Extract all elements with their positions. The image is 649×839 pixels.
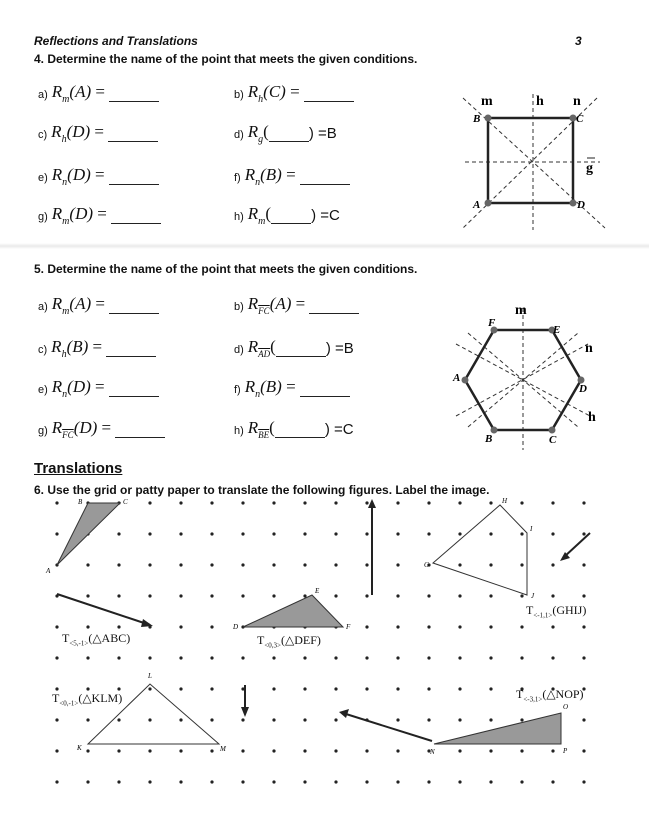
grid-dot: [148, 749, 151, 752]
grid-dot: [365, 594, 368, 597]
translation-grid: [0, 495, 649, 839]
label-B: B: [78, 498, 83, 506]
answer-blank[interactable]: [309, 298, 359, 314]
arrow-nop: [346, 714, 432, 741]
grid-dot: [489, 594, 492, 597]
grid-dot: [241, 656, 244, 659]
grid-dot: [582, 501, 585, 504]
grid-dot: [148, 687, 151, 690]
point-A: [485, 200, 492, 207]
arrow-ghij: [564, 533, 590, 557]
label-n: n: [573, 94, 581, 109]
label-h: h: [588, 410, 596, 425]
grid-dot: [396, 656, 399, 659]
label-G: G: [424, 561, 430, 569]
grid-dot: [272, 532, 275, 535]
grid-dot: [520, 563, 523, 566]
grid-dot: [241, 780, 244, 783]
q4f-problem: f) $R_n(B)$ =: [234, 165, 350, 185]
grid-dot: [241, 749, 244, 752]
triangle-ABC: [57, 503, 120, 565]
arrowhead-def: [368, 499, 376, 508]
grid-dot: [365, 749, 368, 752]
grid-dot: [55, 501, 58, 504]
q5b-problem: b) $R_{\overline{FC}}(A)$ =: [234, 294, 359, 314]
grid-dot: [179, 687, 182, 690]
q4-prompt: 4. Determine the name of the point that meets the given conditions.: [34, 52, 418, 66]
grid-dot: [303, 656, 306, 659]
grid-dot: [551, 532, 554, 535]
label-A: A: [453, 372, 461, 384]
grid-dot: [396, 594, 399, 597]
input-blank[interactable]: [271, 208, 311, 224]
grid-dot: [582, 563, 585, 566]
grid-dot: [148, 656, 151, 659]
grid-dot: [396, 625, 399, 628]
grid-dot: [458, 718, 461, 721]
q5f-problem: f) $R_n(B)$ =: [234, 377, 350, 397]
point-D: [570, 200, 577, 207]
q5c-problem: c) $R_h(B)$ =: [38, 337, 156, 357]
grid-dot: [458, 656, 461, 659]
label-E: E: [315, 587, 320, 595]
label-F: F: [346, 623, 351, 631]
grid-dot: [148, 563, 151, 566]
grid-dot: [582, 594, 585, 597]
arrowhead-nop: [339, 709, 349, 718]
grid-dot: [520, 594, 523, 597]
grid-dot: [582, 656, 585, 659]
label-A: A: [46, 567, 51, 575]
grid-dot: [303, 532, 306, 535]
grid-dot: [396, 749, 399, 752]
answer-blank[interactable]: [109, 169, 159, 185]
grid-dot: [210, 718, 213, 721]
label-A: A: [473, 199, 481, 211]
q5e-problem: e) $R_n(D)$ =: [38, 377, 159, 397]
grid-dot: [520, 532, 523, 535]
answer-blank[interactable]: [109, 298, 159, 314]
grid-dot: [489, 780, 492, 783]
grid-dot: [241, 718, 244, 721]
grid-dot: [396, 501, 399, 504]
label-m: m: [515, 303, 527, 318]
grid-dot: [272, 563, 275, 566]
grid-dot: [520, 625, 523, 628]
grid-dot: [86, 718, 89, 721]
grid-dot: [86, 780, 89, 783]
grid-dot: [365, 625, 368, 628]
grid-dot: [427, 656, 430, 659]
label-D: D: [577, 199, 585, 211]
q5g-problem: g) $R_{\overline{FC}}(D)$ =: [38, 418, 165, 438]
grid-dot: [582, 749, 585, 752]
grid-dot: [303, 780, 306, 783]
grid-dot: [179, 501, 182, 504]
grid-dot: [582, 625, 585, 628]
grid-dot: [334, 656, 337, 659]
grid-dot: [55, 718, 58, 721]
label-C: C: [549, 434, 557, 446]
point-B: [485, 115, 492, 122]
grid-dot: [148, 501, 151, 504]
grid-dot: [458, 501, 461, 504]
point-C: [549, 427, 556, 434]
hexagon-reflection-diagram: [448, 298, 618, 450]
label-C: C: [576, 113, 584, 125]
label-O: O: [563, 703, 569, 711]
grid-dot: [489, 749, 492, 752]
square-reflection-diagram: [455, 88, 615, 238]
grid-dot: [117, 563, 120, 566]
grid-dot: [489, 532, 492, 535]
grid-dot: [520, 780, 523, 783]
q5-prompt: 5. Determine the name of the point that meets the given conditions.: [34, 262, 418, 276]
grid-dot: [241, 501, 244, 504]
grid-dot: [210, 749, 213, 752]
rule-def: $T_{<0,3>}(\triangle DEF)$: [257, 633, 321, 650]
answer-blank[interactable]: [304, 86, 354, 102]
point-A: [462, 377, 469, 384]
label-D: D: [579, 383, 587, 395]
label-H: H: [502, 497, 508, 505]
label-P: P: [563, 747, 568, 755]
arrow-abc: [57, 594, 150, 625]
grid-dot: [179, 718, 182, 721]
input-blank[interactable]: [275, 422, 325, 438]
grid-dot: [489, 718, 492, 721]
q5a-problem: a) $R_m(A)$ =: [38, 294, 159, 314]
grid-dot: [55, 656, 58, 659]
q4c-problem: c) $R_h(D)$ =: [38, 122, 158, 142]
q4b-problem: b) $R_h(C)$ =: [234, 82, 354, 102]
square: [488, 118, 573, 203]
grid-dot: [179, 532, 182, 535]
answer-blank[interactable]: [111, 208, 161, 224]
label-M: M: [220, 745, 226, 753]
grid-dot: [334, 780, 337, 783]
grid-dot: [272, 501, 275, 504]
grid-dot: [427, 718, 430, 721]
grid-dot: [489, 687, 492, 690]
grid-dot: [272, 687, 275, 690]
grid-dot: [489, 656, 492, 659]
answer-blank[interactable]: [300, 169, 350, 185]
grid-dot: [396, 718, 399, 721]
grid-dot: [427, 780, 430, 783]
grid-dot: [303, 501, 306, 504]
grid-dot: [117, 594, 120, 597]
grid-dot: [148, 780, 151, 783]
grid-dot: [86, 625, 89, 628]
grid-dot: [303, 718, 306, 721]
grid-dot: [179, 563, 182, 566]
label-m: m: [481, 94, 493, 109]
grid-dot: [117, 718, 120, 721]
input-blank[interactable]: [276, 341, 326, 357]
grid-dot: [210, 594, 213, 597]
q4d-problem: d) $R_g$( ) = B: [234, 122, 337, 145]
grid-dot: [117, 532, 120, 535]
answer-blank[interactable]: [108, 126, 158, 142]
grid-dot: [396, 563, 399, 566]
q6-prompt: 6. Use the grid or patty paper to translate the following figures. Label the image.: [34, 483, 490, 497]
grid-dot: [334, 594, 337, 597]
grid-dot: [582, 780, 585, 783]
grid-dot: [117, 656, 120, 659]
grid-dot: [55, 532, 58, 535]
grid-dot: [303, 687, 306, 690]
grid-dot: [458, 625, 461, 628]
answer-blank[interactable]: [109, 86, 159, 102]
grid-dot: [55, 780, 58, 783]
grid-dot: [55, 749, 58, 752]
grid-dot: [582, 718, 585, 721]
answer-blank[interactable]: [109, 381, 159, 397]
grid-dot: [489, 501, 492, 504]
grid-dot: [210, 780, 213, 783]
grid-dot: [179, 594, 182, 597]
grid-dot: [365, 532, 368, 535]
label-C: C: [123, 498, 128, 506]
grid-dot: [210, 656, 213, 659]
grid-dot: [210, 563, 213, 566]
grid-dot: [334, 749, 337, 752]
arrowhead-abc: [141, 619, 153, 627]
grid-dot: [334, 532, 337, 535]
q4e-problem: e) $R_n(D)$ =: [38, 165, 159, 185]
grid-dot: [86, 594, 89, 597]
q4a-problem: a) $R_m(A)$ =: [38, 82, 159, 102]
label-F: F: [488, 317, 496, 329]
answer-blank[interactable]: [115, 422, 165, 438]
label-g: g: [586, 161, 593, 176]
page-number: 3: [575, 34, 582, 48]
grid-dot: [179, 656, 182, 659]
worksheet-title: Reflections and Translations: [34, 34, 198, 48]
grid-dot: [551, 625, 554, 628]
grid-dot: [117, 749, 120, 752]
grid-dot: [427, 625, 430, 628]
label-K: K: [77, 744, 82, 752]
grid-dot: [334, 501, 337, 504]
grid-dot: [148, 532, 151, 535]
grid-dot: [148, 594, 151, 597]
q5h-problem: h) $R_{\overline{BE}}$( ) = C: [234, 418, 354, 440]
grid-dot: [551, 656, 554, 659]
grid-dot: [520, 656, 523, 659]
section-divider: [0, 243, 649, 249]
grid-dot: [179, 749, 182, 752]
grid-dot: [241, 594, 244, 597]
grid-dot: [272, 718, 275, 721]
grid-dot: [458, 532, 461, 535]
grid-dot: [365, 780, 368, 783]
grid-dot: [458, 749, 461, 752]
grid-dot: [86, 656, 89, 659]
grid-dot: [396, 532, 399, 535]
grid-dot: [365, 656, 368, 659]
label-n: n: [585, 341, 593, 356]
grid-dot: [396, 780, 399, 783]
grid-dot: [303, 594, 306, 597]
grid-dot: [210, 625, 213, 628]
grid-dot: [365, 687, 368, 690]
label-J: J: [531, 592, 535, 600]
q5d-problem: d) $R_{\overline{AD}}$( ) = B: [234, 337, 354, 359]
label-B: B: [473, 113, 481, 125]
grid-dot: [427, 532, 430, 535]
grid-dot: [458, 594, 461, 597]
rule-nop: $T_{<-3,1>}(\triangle NOP)$: [516, 687, 584, 704]
label-B: B: [485, 433, 493, 445]
label-N: N: [430, 748, 435, 756]
label-I: I: [530, 525, 533, 533]
grid-dot: [334, 563, 337, 566]
grid-dot: [489, 563, 492, 566]
triangle-NOP: [434, 713, 561, 744]
input-blank[interactable]: [269, 126, 309, 142]
grid-dot: [117, 780, 120, 783]
grid-dot: [427, 687, 430, 690]
grid-dot: [272, 594, 275, 597]
arrowhead-klm: [241, 707, 249, 717]
grid-dot: [179, 780, 182, 783]
grid-dot: [86, 749, 89, 752]
grid-dot: [334, 718, 337, 721]
grid-dot: [334, 687, 337, 690]
answer-blank[interactable]: [300, 381, 350, 397]
grid-dot: [241, 532, 244, 535]
label-L: L: [148, 672, 152, 680]
grid-dot: [551, 749, 554, 752]
grid-dot: [520, 501, 523, 504]
grid-dot: [551, 594, 554, 597]
grid-dot: [458, 563, 461, 566]
grid-dot: [55, 625, 58, 628]
grid-dot: [210, 532, 213, 535]
q4g-problem: g) $R_m(D)$ =: [38, 204, 161, 224]
grid-dot: [427, 594, 430, 597]
label-E: E: [553, 324, 561, 336]
grid-dot: [272, 749, 275, 752]
triangle-DEF: [243, 595, 343, 627]
grid-dot: [427, 501, 430, 504]
rule-abc: $T_{<5,-1>}(\triangle ABC)$: [62, 631, 131, 648]
grid-dot: [272, 656, 275, 659]
grid-dot: [179, 625, 182, 628]
grid-dot: [582, 532, 585, 535]
grid-dot: [520, 718, 523, 721]
grid-dot: [396, 687, 399, 690]
grid-dot: [86, 563, 89, 566]
grid-dot: [210, 501, 213, 504]
grid-dot: [551, 563, 554, 566]
label-D: D: [233, 623, 239, 631]
grid-dot: [551, 780, 554, 783]
grid-dot: [272, 780, 275, 783]
grid-dot: [241, 563, 244, 566]
grid-dot: [520, 749, 523, 752]
grid-dot: [365, 501, 368, 504]
grid-dot: [303, 749, 306, 752]
grid-dot: [365, 563, 368, 566]
label-h: h: [536, 94, 544, 109]
grid-dot: [489, 625, 492, 628]
grid-dot: [303, 563, 306, 566]
answer-blank[interactable]: [106, 341, 156, 357]
translations-heading: Translations: [34, 460, 123, 477]
rule-klm: $T_{<0,-1>}(\triangle KLM)$: [52, 691, 123, 708]
rule-ghij: $T_{<-1,1>}(GHIJ)$: [526, 603, 587, 620]
grid-dot: [551, 501, 554, 504]
grid-dot: [117, 625, 120, 628]
q4h-problem: h) $R_m$( ) = C: [234, 204, 340, 227]
grid-dot: [148, 718, 151, 721]
grid-dot: [458, 780, 461, 783]
grid-dot: [210, 687, 213, 690]
grid-dot: [458, 687, 461, 690]
quad-GHIJ: [433, 505, 527, 595]
